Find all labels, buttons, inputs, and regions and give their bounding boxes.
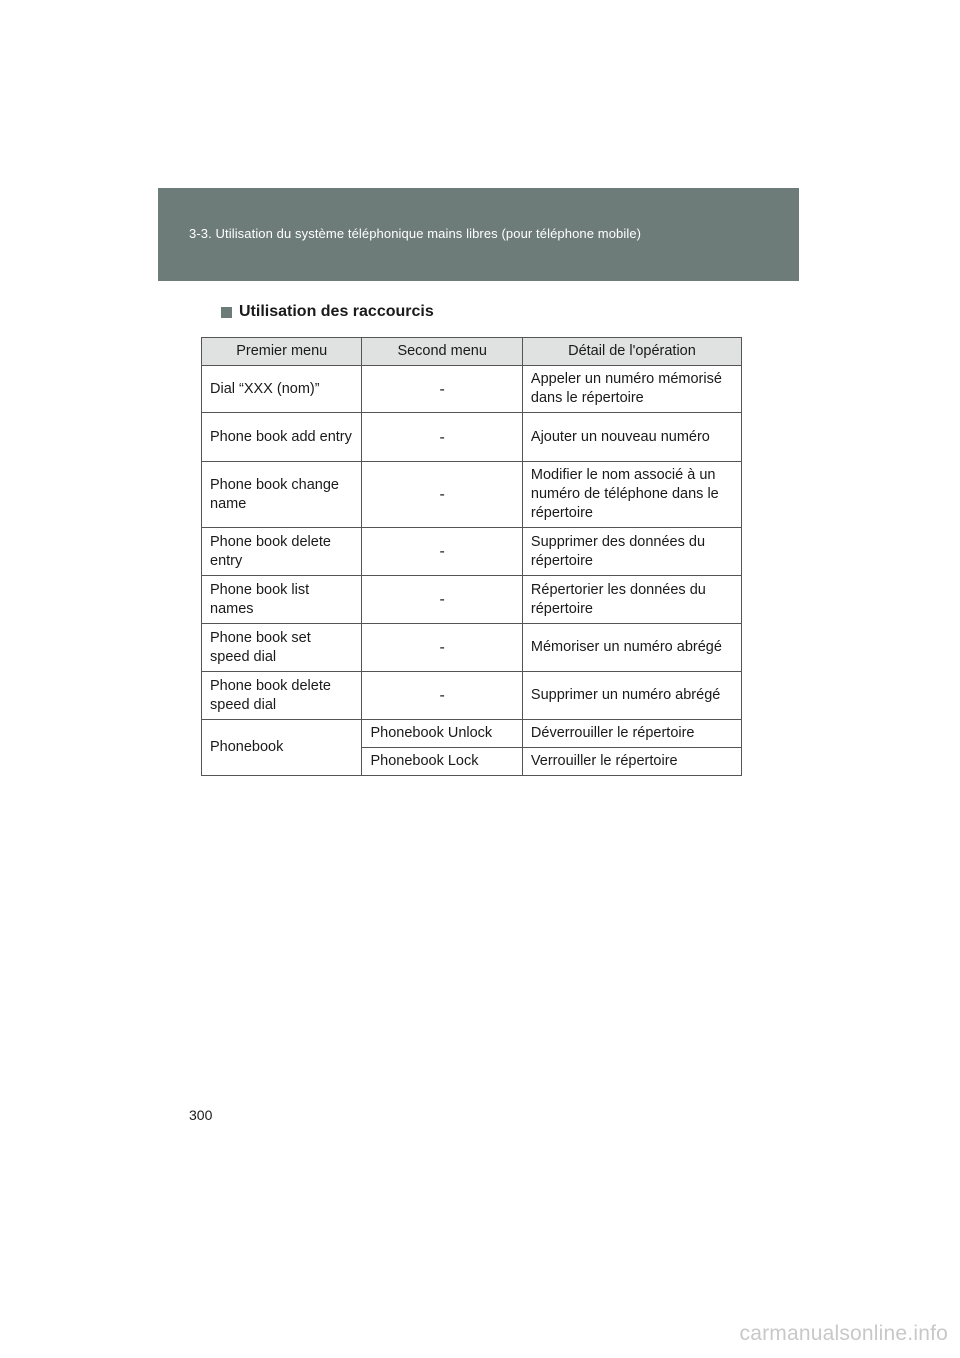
- cell-second-menu: -: [362, 366, 522, 413]
- page-number: 300: [189, 1107, 213, 1123]
- cell-second-menu: Phonebook Unlock: [362, 720, 522, 748]
- cell-first-menu: Phone book add entry: [202, 413, 362, 462]
- cell-first-menu: Phone book list names: [202, 576, 362, 624]
- watermark-text: carmanualsonline.info: [739, 1322, 948, 1345]
- cell-first-menu: Phonebook: [202, 720, 362, 776]
- cell-detail: Modifier le nom associé à un numéro de téléphone dans le répertoire: [522, 462, 741, 528]
- table-row: [202, 576, 742, 624]
- cell-second-menu: -: [362, 576, 522, 624]
- cell-detail: Ajouter un nouveau numéro: [522, 413, 741, 462]
- table-row: [202, 672, 742, 720]
- cell-first-menu: Dial “XXX (nom)”: [202, 366, 362, 413]
- cell-first-menu: Phone book change name: [202, 462, 362, 528]
- table-row: [202, 720, 742, 748]
- cell-detail: Répertorier les données du répertoire: [522, 576, 741, 624]
- cell-detail: Mémoriser un numéro abrégé: [522, 624, 741, 672]
- cell-second-menu: -: [362, 624, 522, 672]
- table-row: [202, 624, 742, 672]
- cell-second-menu: -: [362, 672, 522, 720]
- table-row: [202, 413, 742, 462]
- cell-second-menu: -: [362, 413, 522, 462]
- cell-second-menu: -: [362, 462, 522, 528]
- header-first-menu: Premier menu: [202, 338, 362, 366]
- header-operation-detail: Détail de l'opération: [522, 338, 741, 366]
- cell-first-menu: Phone book delete entry: [202, 528, 362, 576]
- cell-detail: Supprimer des données du répertoire: [522, 528, 741, 576]
- cell-first-menu: Phone book set speed dial: [202, 624, 362, 672]
- cell-detail: Appeler un numéro mémorisé dans le répertoire: [522, 366, 741, 413]
- header-second-menu: Second menu: [362, 338, 522, 366]
- table-row: [202, 528, 742, 576]
- cell-detail: Déverrouiller le répertoire: [522, 720, 741, 748]
- cell-first-menu: Phone book delete speed dial: [202, 672, 362, 720]
- section-title: Utilisation des raccourcis: [239, 303, 434, 320]
- cell-second-menu: Phonebook Lock: [362, 748, 522, 776]
- cell-second-menu: -: [362, 528, 522, 576]
- square-bullet-icon: [221, 307, 232, 318]
- cell-detail: Supprimer un numéro abrégé: [522, 672, 741, 720]
- table-header-row: [202, 338, 742, 366]
- chapter-section-path: 3-3. Utilisation du système téléphonique mains libres (pour téléphone mobile): [189, 226, 642, 241]
- table-row: [202, 366, 742, 413]
- shortcuts-table: [201, 337, 742, 776]
- section-heading: [221, 303, 434, 321]
- table-row: [202, 462, 742, 528]
- cell-detail: Verrouiller le répertoire: [522, 748, 741, 776]
